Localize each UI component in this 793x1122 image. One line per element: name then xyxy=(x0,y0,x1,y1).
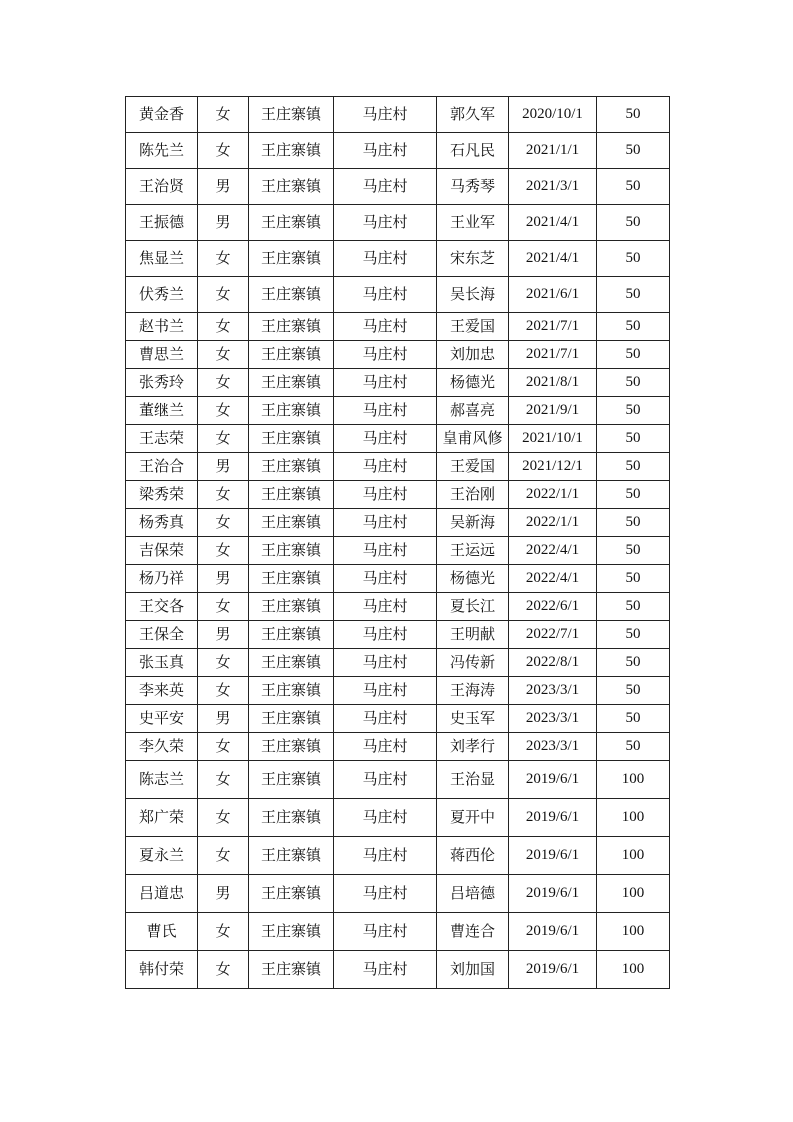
name-cell: 张玉真 xyxy=(126,649,198,677)
contact-cell: 王海涛 xyxy=(437,677,509,705)
town-cell: 王庄寨镇 xyxy=(249,649,334,677)
amount-cell: 50 xyxy=(597,341,670,369)
name-cell: 陈志兰 xyxy=(126,761,198,799)
gender-cell: 女 xyxy=(198,369,249,397)
table-row xyxy=(126,97,670,133)
town-cell: 王庄寨镇 xyxy=(249,397,334,425)
contact-cell: 杨德光 xyxy=(437,565,509,593)
name-cell: 吕道忠 xyxy=(126,875,198,913)
village-cell: 马庄村 xyxy=(334,761,437,799)
table-row xyxy=(126,593,670,621)
date-cell: 2022/7/1 xyxy=(509,621,597,649)
table-row xyxy=(126,341,670,369)
gender-cell: 女 xyxy=(198,425,249,453)
amount-cell: 50 xyxy=(597,425,670,453)
amount-cell: 50 xyxy=(597,509,670,537)
amount-cell: 50 xyxy=(597,677,670,705)
amount-cell: 50 xyxy=(597,481,670,509)
amount-cell: 50 xyxy=(597,705,670,733)
amount-cell: 50 xyxy=(597,97,670,133)
date-cell: 2023/3/1 xyxy=(509,705,597,733)
town-cell: 王庄寨镇 xyxy=(249,509,334,537)
date-cell: 2021/3/1 xyxy=(509,169,597,205)
contact-cell: 王爱国 xyxy=(437,453,509,481)
town-cell: 王庄寨镇 xyxy=(249,97,334,133)
contact-cell: 王运远 xyxy=(437,537,509,565)
gender-cell: 女 xyxy=(198,761,249,799)
amount-cell: 50 xyxy=(597,313,670,341)
amount-cell: 50 xyxy=(597,537,670,565)
village-cell: 马庄村 xyxy=(334,397,437,425)
town-cell: 王庄寨镇 xyxy=(249,837,334,875)
contact-cell: 冯传新 xyxy=(437,649,509,677)
town-cell: 王庄寨镇 xyxy=(249,593,334,621)
town-cell: 王庄寨镇 xyxy=(249,481,334,509)
village-cell: 马庄村 xyxy=(334,241,437,277)
village-cell: 马庄村 xyxy=(334,621,437,649)
village-cell: 马庄村 xyxy=(334,705,437,733)
amount-cell: 50 xyxy=(597,205,670,241)
table-row xyxy=(126,799,670,837)
village-cell: 马庄村 xyxy=(334,313,437,341)
town-cell: 王庄寨镇 xyxy=(249,761,334,799)
gender-cell: 女 xyxy=(198,97,249,133)
gender-cell: 女 xyxy=(198,537,249,565)
table-row xyxy=(126,133,670,169)
amount-cell: 100 xyxy=(597,837,670,875)
amount-cell: 50 xyxy=(597,565,670,593)
village-cell: 马庄村 xyxy=(334,453,437,481)
date-cell: 2022/4/1 xyxy=(509,565,597,593)
date-cell: 2022/4/1 xyxy=(509,537,597,565)
village-cell: 马庄村 xyxy=(334,369,437,397)
table-row xyxy=(126,837,670,875)
village-cell: 马庄村 xyxy=(334,425,437,453)
contact-cell: 刘加国 xyxy=(437,951,509,989)
town-cell: 王庄寨镇 xyxy=(249,951,334,989)
village-cell: 马庄村 xyxy=(334,913,437,951)
amount-cell: 50 xyxy=(597,277,670,313)
name-cell: 张秀玲 xyxy=(126,369,198,397)
amount-cell: 100 xyxy=(597,875,670,913)
gender-cell: 男 xyxy=(198,453,249,481)
table-row xyxy=(126,169,670,205)
gender-cell: 女 xyxy=(198,593,249,621)
table-row xyxy=(126,621,670,649)
date-cell: 2019/6/1 xyxy=(509,875,597,913)
contact-cell: 曹连合 xyxy=(437,913,509,951)
town-cell: 王庄寨镇 xyxy=(249,425,334,453)
name-cell: 伏秀兰 xyxy=(126,277,198,313)
date-cell: 2021/4/1 xyxy=(509,205,597,241)
gender-cell: 男 xyxy=(198,875,249,913)
gender-cell: 女 xyxy=(198,133,249,169)
name-cell: 王振德 xyxy=(126,205,198,241)
name-cell: 王治合 xyxy=(126,453,198,481)
date-cell: 2022/8/1 xyxy=(509,649,597,677)
gender-cell: 男 xyxy=(198,565,249,593)
table-row xyxy=(126,277,670,313)
village-cell: 马庄村 xyxy=(334,837,437,875)
town-cell: 王庄寨镇 xyxy=(249,277,334,313)
contact-cell: 郭久军 xyxy=(437,97,509,133)
contact-cell: 王爱国 xyxy=(437,313,509,341)
gender-cell: 女 xyxy=(198,241,249,277)
date-cell: 2019/6/1 xyxy=(509,913,597,951)
village-cell: 马庄村 xyxy=(334,169,437,205)
date-cell: 2021/6/1 xyxy=(509,277,597,313)
table-row xyxy=(126,951,670,989)
village-cell: 马庄村 xyxy=(334,509,437,537)
contact-cell: 王治刚 xyxy=(437,481,509,509)
date-cell: 2021/4/1 xyxy=(509,241,597,277)
table-row xyxy=(126,677,670,705)
name-cell: 董继兰 xyxy=(126,397,198,425)
village-cell: 马庄村 xyxy=(334,481,437,509)
contact-cell: 刘加忠 xyxy=(437,341,509,369)
contact-cell: 蒋西伦 xyxy=(437,837,509,875)
village-cell: 马庄村 xyxy=(334,565,437,593)
gender-cell: 女 xyxy=(198,677,249,705)
contact-cell: 宋东芝 xyxy=(437,241,509,277)
table-row xyxy=(126,397,670,425)
gender-cell: 女 xyxy=(198,733,249,761)
name-cell: 史平安 xyxy=(126,705,198,733)
date-cell: 2019/6/1 xyxy=(509,799,597,837)
name-cell: 黄金香 xyxy=(126,97,198,133)
amount-cell: 100 xyxy=(597,951,670,989)
table-row xyxy=(126,761,670,799)
date-cell: 2021/9/1 xyxy=(509,397,597,425)
table-row xyxy=(126,453,670,481)
amount-cell: 50 xyxy=(597,133,670,169)
amount-cell: 50 xyxy=(597,169,670,205)
village-cell: 马庄村 xyxy=(334,799,437,837)
contact-cell: 王治显 xyxy=(437,761,509,799)
table-row xyxy=(126,875,670,913)
table-row xyxy=(126,425,670,453)
town-cell: 王庄寨镇 xyxy=(249,621,334,649)
table-row xyxy=(126,705,670,733)
date-cell: 2021/8/1 xyxy=(509,369,597,397)
table-row xyxy=(126,913,670,951)
contact-cell: 夏长江 xyxy=(437,593,509,621)
table-row xyxy=(126,565,670,593)
table-row xyxy=(126,205,670,241)
contact-cell: 杨德光 xyxy=(437,369,509,397)
date-cell: 2023/3/1 xyxy=(509,733,597,761)
amount-cell: 50 xyxy=(597,733,670,761)
name-cell: 曹思兰 xyxy=(126,341,198,369)
village-cell: 马庄村 xyxy=(334,537,437,565)
town-cell: 王庄寨镇 xyxy=(249,677,334,705)
contact-cell: 皇甫风修 xyxy=(437,425,509,453)
town-cell: 王庄寨镇 xyxy=(249,537,334,565)
contact-cell: 郝喜亮 xyxy=(437,397,509,425)
village-cell: 马庄村 xyxy=(334,951,437,989)
amount-cell: 100 xyxy=(597,913,670,951)
date-cell: 2021/1/1 xyxy=(509,133,597,169)
town-cell: 王庄寨镇 xyxy=(249,369,334,397)
village-cell: 马庄村 xyxy=(334,277,437,313)
date-cell: 2022/6/1 xyxy=(509,593,597,621)
name-cell: 赵书兰 xyxy=(126,313,198,341)
town-cell: 王庄寨镇 xyxy=(249,875,334,913)
table-row xyxy=(126,481,670,509)
contact-cell: 王业军 xyxy=(437,205,509,241)
village-cell: 马庄村 xyxy=(334,677,437,705)
gender-cell: 女 xyxy=(198,313,249,341)
village-cell: 马庄村 xyxy=(334,205,437,241)
amount-cell: 50 xyxy=(597,397,670,425)
date-cell: 2019/6/1 xyxy=(509,761,597,799)
amount-cell: 50 xyxy=(597,453,670,481)
name-cell: 夏永兰 xyxy=(126,837,198,875)
name-cell: 陈先兰 xyxy=(126,133,198,169)
town-cell: 王庄寨镇 xyxy=(249,565,334,593)
town-cell: 王庄寨镇 xyxy=(249,241,334,277)
contact-cell: 王明献 xyxy=(437,621,509,649)
contact-cell: 吴长海 xyxy=(437,277,509,313)
date-cell: 2022/1/1 xyxy=(509,481,597,509)
gender-cell: 男 xyxy=(198,705,249,733)
table-row xyxy=(126,733,670,761)
date-cell: 2023/3/1 xyxy=(509,677,597,705)
name-cell: 王保全 xyxy=(126,621,198,649)
table-row xyxy=(126,649,670,677)
gender-cell: 女 xyxy=(198,481,249,509)
town-cell: 王庄寨镇 xyxy=(249,453,334,481)
date-cell: 2019/6/1 xyxy=(509,837,597,875)
name-cell: 焦显兰 xyxy=(126,241,198,277)
town-cell: 王庄寨镇 xyxy=(249,913,334,951)
name-cell: 王治贤 xyxy=(126,169,198,205)
gender-cell: 女 xyxy=(198,799,249,837)
name-cell: 杨秀真 xyxy=(126,509,198,537)
gender-cell: 女 xyxy=(198,951,249,989)
town-cell: 王庄寨镇 xyxy=(249,799,334,837)
town-cell: 王庄寨镇 xyxy=(249,733,334,761)
amount-cell: 50 xyxy=(597,241,670,277)
town-cell: 王庄寨镇 xyxy=(249,169,334,205)
name-cell: 王交各 xyxy=(126,593,198,621)
name-cell: 曹氏 xyxy=(126,913,198,951)
roster-table xyxy=(125,96,670,989)
gender-cell: 男 xyxy=(198,205,249,241)
contact-cell: 吕培德 xyxy=(437,875,509,913)
table-row xyxy=(126,509,670,537)
contact-cell: 石凡民 xyxy=(437,133,509,169)
contact-cell: 刘孝行 xyxy=(437,733,509,761)
table-row xyxy=(126,241,670,277)
village-cell: 马庄村 xyxy=(334,97,437,133)
gender-cell: 女 xyxy=(198,397,249,425)
amount-cell: 50 xyxy=(597,649,670,677)
name-cell: 李来英 xyxy=(126,677,198,705)
gender-cell: 男 xyxy=(198,169,249,205)
town-cell: 王庄寨镇 xyxy=(249,313,334,341)
table-row xyxy=(126,313,670,341)
table-row xyxy=(126,537,670,565)
name-cell: 王志荣 xyxy=(126,425,198,453)
gender-cell: 女 xyxy=(198,509,249,537)
gender-cell: 女 xyxy=(198,913,249,951)
village-cell: 马庄村 xyxy=(334,133,437,169)
contact-cell: 吴新海 xyxy=(437,509,509,537)
town-cell: 王庄寨镇 xyxy=(249,705,334,733)
gender-cell: 女 xyxy=(198,649,249,677)
village-cell: 马庄村 xyxy=(334,733,437,761)
amount-cell: 100 xyxy=(597,799,670,837)
name-cell: 郑广荣 xyxy=(126,799,198,837)
amount-cell: 100 xyxy=(597,761,670,799)
date-cell: 2022/1/1 xyxy=(509,509,597,537)
date-cell: 2020/10/1 xyxy=(509,97,597,133)
gender-cell: 男 xyxy=(198,621,249,649)
town-cell: 王庄寨镇 xyxy=(249,133,334,169)
date-cell: 2021/7/1 xyxy=(509,313,597,341)
name-cell: 李久荣 xyxy=(126,733,198,761)
date-cell: 2021/10/1 xyxy=(509,425,597,453)
gender-cell: 女 xyxy=(198,277,249,313)
date-cell: 2021/12/1 xyxy=(509,453,597,481)
village-cell: 马庄村 xyxy=(334,341,437,369)
name-cell: 韩付荣 xyxy=(126,951,198,989)
amount-cell: 50 xyxy=(597,621,670,649)
village-cell: 马庄村 xyxy=(334,649,437,677)
roster-body xyxy=(126,97,670,989)
name-cell: 杨乃祥 xyxy=(126,565,198,593)
table-row xyxy=(126,369,670,397)
contact-cell: 夏开中 xyxy=(437,799,509,837)
contact-cell: 史玉军 xyxy=(437,705,509,733)
amount-cell: 50 xyxy=(597,369,670,397)
contact-cell: 马秀琴 xyxy=(437,169,509,205)
date-cell: 2019/6/1 xyxy=(509,951,597,989)
town-cell: 王庄寨镇 xyxy=(249,341,334,369)
amount-cell: 50 xyxy=(597,593,670,621)
village-cell: 马庄村 xyxy=(334,593,437,621)
name-cell: 吉保荣 xyxy=(126,537,198,565)
village-cell: 马庄村 xyxy=(334,875,437,913)
name-cell: 梁秀荣 xyxy=(126,481,198,509)
town-cell: 王庄寨镇 xyxy=(249,205,334,241)
gender-cell: 女 xyxy=(198,837,249,875)
gender-cell: 女 xyxy=(198,341,249,369)
date-cell: 2021/7/1 xyxy=(509,341,597,369)
